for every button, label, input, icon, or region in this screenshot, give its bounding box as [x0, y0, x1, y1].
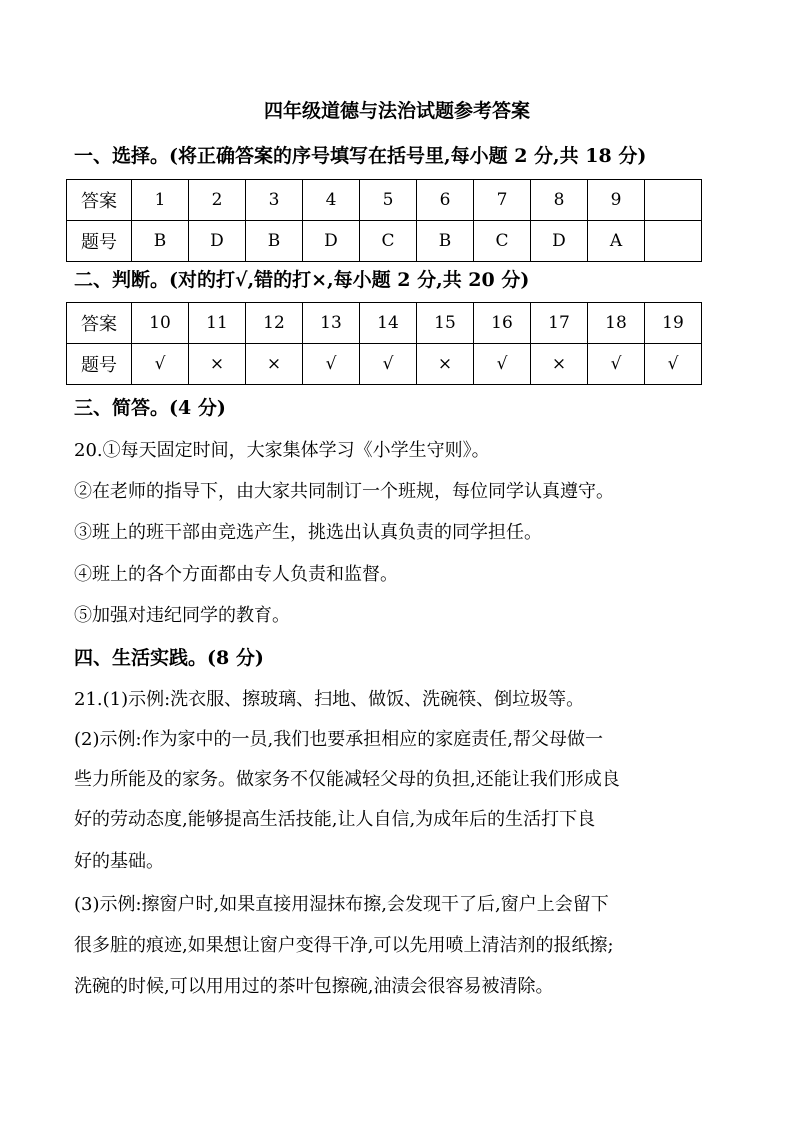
table-cell: 19: [645, 303, 702, 344]
table-cell: [645, 180, 702, 221]
table-cell: √: [474, 344, 531, 385]
table-cell: C: [360, 221, 417, 262]
table-cell: ×: [531, 344, 588, 385]
table-cell: √: [132, 344, 189, 385]
row-label: 答案: [67, 303, 132, 344]
section1-heading: 一、选择。(将正确答案的序号填写在括号里,每小题 2 分,共 18 分): [74, 145, 647, 167]
table-cell: 3: [246, 180, 303, 221]
table-cell: D: [189, 221, 246, 262]
table-row: [67, 180, 702, 221]
table-cell: 10: [132, 303, 189, 344]
section1-table: [66, 179, 702, 262]
answer-line: 洗碗的时候,可以用用过的茶叶包擦碗,油渍会很容易被清除。: [74, 976, 554, 997]
page-title: 四年级道德与法治试题参考答案: [263, 100, 530, 122]
section4-heading: 四、生活实践。(8 分): [74, 647, 264, 669]
table-cell: √: [645, 344, 702, 385]
table-cell: 1: [132, 180, 189, 221]
table-cell: 14: [360, 303, 417, 344]
table-cell: ×: [189, 344, 246, 385]
table-cell: ×: [417, 344, 474, 385]
table-cell: 2: [189, 180, 246, 221]
table-cell: [645, 221, 702, 262]
answer-line: 好的基础。: [74, 851, 164, 872]
row-label: 题号: [67, 344, 132, 385]
table-cell: 9: [588, 180, 645, 221]
answer-line: 好的劳动态度,能够提高生活技能,让人自信,为成年后的生活打下良: [74, 809, 596, 830]
table-row: [67, 303, 702, 344]
table-cell: 11: [189, 303, 246, 344]
table-cell: 16: [474, 303, 531, 344]
answer-line: 些力所能及的家务。做家务不仅能减轻父母的负担,还能让我们形成良: [74, 769, 620, 790]
section3-heading: 三、简答。(4 分): [74, 397, 226, 419]
table-cell: √: [360, 344, 417, 385]
table-cell: 15: [417, 303, 474, 344]
table-cell: 17: [531, 303, 588, 344]
table-cell: 6: [417, 180, 474, 221]
answer-line: ③班上的班干部由竞选产生，挑选出认真负责的同学担任。: [74, 522, 542, 543]
table-cell: 4: [303, 180, 360, 221]
answer-line: 21.(1)示例:洗衣服、擦玻璃、扫地、做饭、洗碗筷、倒垃圾等。: [74, 689, 585, 710]
answer-line: (3)示例:擦窗户时,如果直接用湿抹布擦,会发现干了后,窗户上会留下: [74, 894, 609, 915]
section2-table: [66, 302, 702, 385]
answer-line: ②在老师的指导下，由大家共同制订一个班规，每位同学认真遵守。: [74, 481, 614, 502]
table-cell: A: [588, 221, 645, 262]
answer-line: ④班上的各个方面都由专人负责和监督。: [74, 564, 398, 585]
table-row: [67, 344, 702, 385]
table-cell: B: [132, 221, 189, 262]
table-cell: 8: [531, 180, 588, 221]
table-cell: 5: [360, 180, 417, 221]
answer-line: (2)示例:作为家中的一员,我们也要承担相应的家庭责任,帮父母做一: [74, 729, 604, 750]
table-cell: B: [246, 221, 303, 262]
table-cell: ×: [246, 344, 303, 385]
row-label: 题号: [67, 221, 132, 262]
table-cell: 18: [588, 303, 645, 344]
table-cell: 12: [246, 303, 303, 344]
answer-line: ⑤加强对违纪同学的教育。: [74, 605, 290, 626]
table-cell: √: [303, 344, 360, 385]
table-cell: D: [303, 221, 360, 262]
table-cell: C: [474, 221, 531, 262]
table-cell: B: [417, 221, 474, 262]
table-cell: √: [588, 344, 645, 385]
row-label: 答案: [67, 180, 132, 221]
table-cell: 13: [303, 303, 360, 344]
table-row: [67, 221, 702, 262]
table-cell: 7: [474, 180, 531, 221]
answer-line: 20.①每天固定时间，大家集体学习《小学生守则》。: [74, 440, 490, 461]
table-cell: D: [531, 221, 588, 262]
section2-heading: 二、判断。(对的打√,错的打×,每小题 2 分,共 20 分): [74, 269, 530, 291]
answer-line: 很多脏的痕迹,如果想让窗户变得干净,可以先用喷上清洁剂的报纸擦;: [74, 935, 614, 956]
